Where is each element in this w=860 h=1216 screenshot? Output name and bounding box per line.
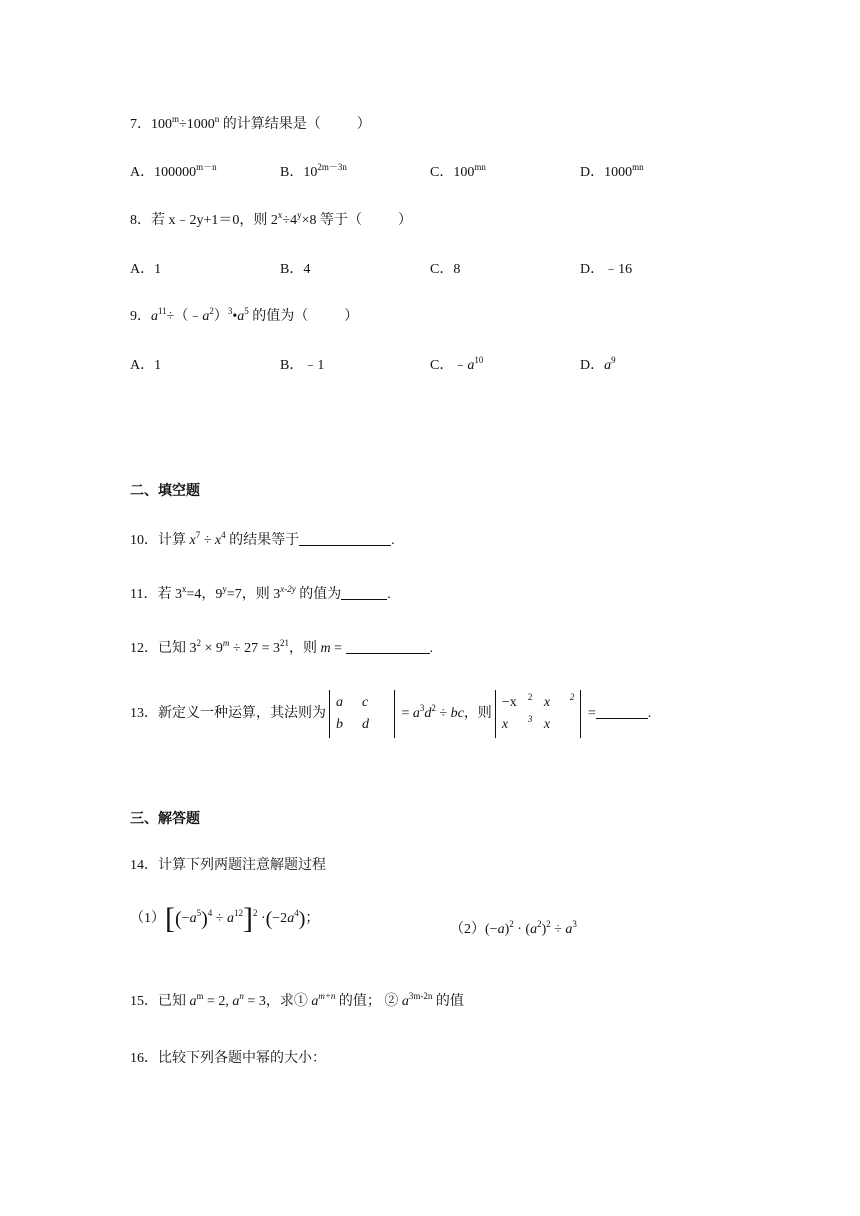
question-12: 12．已知 $3^2 \times 9^m \div 27 = 3^{21}$，则 m = .	[130, 638, 434, 656]
q9-option-b: B．﹣1	[280, 358, 325, 373]
question-14-stem: 14．计算下列两题注意解题过程	[130, 858, 326, 873]
q8-option-b: B．4	[280, 262, 311, 277]
answer-blank[interactable]	[346, 641, 430, 654]
answer-blank[interactable]	[341, 587, 387, 600]
q8-option-a: A．1	[130, 262, 162, 277]
q7-option-c: C．$100^{mn}$	[430, 162, 486, 180]
q9-option-a: A．1	[130, 358, 162, 373]
answer-blank[interactable]	[596, 706, 648, 719]
section-fill-in-heading: 二、填空题	[130, 482, 200, 498]
question-7-stem: 7．$100^m\div 1000^n$ 的计算结果是（ ）	[130, 114, 371, 132]
q7-option-d: D．$1000^{mn}$	[580, 162, 644, 180]
answer-blank[interactable]	[299, 533, 391, 546]
question-8-stem: 8．若 x﹣2y+1＝0，则 $2^x\div 4^y\times 8$ 等于（ ）	[130, 210, 412, 228]
question-9-stem: 9．$a^{11}\div(﹣a^2)^3•a^5$ 的值为（ ）	[130, 306, 359, 324]
determinant-question: −x $^2$ x $^2$ x $^3$ x	[495, 690, 582, 738]
q8-option-d: D．﹣16	[580, 262, 633, 277]
question-11: 11．若 $3^x=4$，$9^y=7$，则 $3^{x-2y}$ 的值为 .	[130, 584, 391, 602]
q8-option-c: C．8	[430, 262, 461, 277]
q9-option-d: D．$a^9$	[580, 355, 616, 373]
determinant-definition: a c b d	[329, 690, 395, 738]
question-13: 13．新定义一种运算，其法则为a c b $d = a^3d^2$ ÷ bc，则−x $^2$ x $^2$ x $^3$ x = .	[130, 690, 651, 738]
q14-part-1: $(1)[(-a^5)^4 \div a^{12}]^2 \cdot(-2a^4)$；	[130, 901, 320, 935]
q7-option-b: B．$10^{2m-3n}$	[280, 162, 347, 180]
q14-part-2: $(2)(-a)^2 \cdot (a^2)^2 \div a^3$	[450, 919, 577, 937]
question-16: 16．比较下列各题中幂的大小：	[130, 1051, 326, 1066]
question-10: 10．计算 $x^7 \div x^4$ 的结果等于 .	[130, 530, 395, 548]
q7-option-a: A．$100000^{m-n}$	[130, 162, 217, 180]
q9-option-c: C．$﹣a^{10}$	[430, 355, 484, 373]
question-15: 15．已知 $a^m = 2$, $a^n = 3$，求① $a^{m+n}$ 的值； ② $a^{3m-2n}$ 的值	[130, 991, 464, 1009]
section-solve-heading: 三、解答题	[130, 810, 200, 826]
